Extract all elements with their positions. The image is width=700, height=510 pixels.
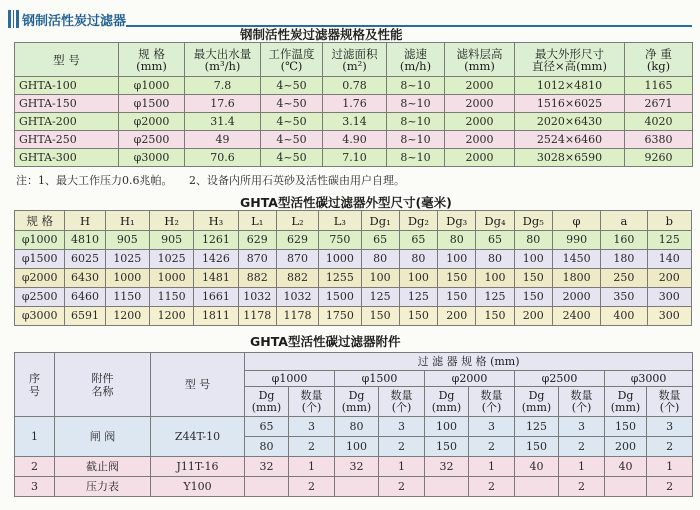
dim-cell: 200 — [438, 307, 476, 326]
dim-cell: 160 — [601, 231, 647, 250]
acc-value-cell: 100 — [425, 417, 469, 437]
dim-cell: 1025 — [105, 250, 149, 269]
spec-col-header-line2: (m³/h) — [204, 58, 241, 73]
acc-qty-unit: (个) — [391, 400, 412, 414]
acc-value-cell: 1 — [559, 457, 605, 477]
spec-cell: GHTA-200 — [15, 113, 119, 131]
spec-col-header-line2: (m/h) — [399, 58, 432, 73]
dim-cell: 6591 — [65, 307, 105, 326]
dim-cell: 200 — [514, 307, 552, 326]
dim-cell: φ2000 — [15, 269, 65, 288]
dim-col-header: H₃ — [194, 211, 238, 231]
dim-cell: 150 — [514, 288, 552, 307]
spec-table — [14, 42, 693, 167]
dim-cell: 1750 — [319, 307, 361, 326]
acc-dg-header — [245, 387, 289, 417]
dim-cell: 1811 — [194, 307, 238, 326]
spec-col-header — [15, 43, 119, 77]
acc-value-cell — [335, 477, 379, 497]
spec-cell: GHTA-250 — [15, 131, 119, 149]
spec-col-header — [515, 43, 625, 77]
acc-value-cell: 150 — [605, 417, 647, 437]
dim-cell: 1178 — [276, 307, 318, 326]
dim-col-header: 规 格 — [15, 211, 65, 231]
acc-value-cell: 1 — [647, 457, 693, 477]
spec-cell: 4~50 — [261, 77, 323, 95]
acc-seq-cell: 3 — [15, 477, 55, 497]
spec-col-header-line1: 工作温度 — [268, 46, 315, 61]
acc-qty-unit: (个) — [659, 400, 680, 414]
acc-value-cell: 32 — [425, 457, 469, 477]
acc-value-cell: 2 — [647, 437, 693, 457]
dim-cell: 905 — [149, 231, 193, 250]
spec-cell: 1165 — [625, 77, 693, 95]
spec-cell: 8~10 — [387, 95, 445, 113]
spec-cell: 8~10 — [387, 77, 445, 95]
dim-cell: 882 — [238, 269, 276, 288]
acc-dg-unit: (mm) — [521, 400, 552, 414]
acc-head-name — [55, 353, 151, 417]
dim-cell: 100 — [399, 269, 437, 288]
spec-col-header — [625, 43, 693, 77]
acc-size-header: φ2500 — [515, 371, 605, 387]
dim-cell: φ2500 — [15, 288, 65, 307]
acc-value-cell — [245, 477, 289, 497]
acc-value-cell: 2 — [289, 437, 335, 457]
spec-cell: 2000 — [445, 113, 515, 131]
spec-cell: 8~10 — [387, 113, 445, 131]
acc-dg-label: Dg — [617, 388, 634, 402]
acc-name-cell: 压力表 — [55, 477, 151, 497]
dim-cell: 65 — [361, 231, 399, 250]
acc-row — [15, 457, 693, 477]
spec-cell: 4~50 — [261, 149, 323, 167]
dim-cell: φ1000 — [15, 231, 65, 250]
acc-qty-unit: (个) — [481, 400, 502, 414]
acc-value-cell: 2 — [379, 437, 425, 457]
dim-col-header: Dg₄ — [476, 211, 514, 231]
acc-value-cell: 32 — [245, 457, 289, 477]
acc-value-cell: 2 — [379, 477, 425, 497]
dim-cell: 80 — [399, 250, 437, 269]
dim-table-title: GHTA型活性碳过滤器外型尺寸(毫米) — [240, 195, 452, 210]
dim-col-header: Dg₅ — [514, 211, 552, 231]
dim-cell: 200 — [647, 269, 691, 288]
spec-col-header-line1: 净 重 — [645, 46, 672, 61]
dim-cell: 150 — [476, 307, 514, 326]
dim-row — [15, 307, 692, 326]
dim-cell: 6430 — [65, 269, 105, 288]
spec-cell: GHTA-150 — [15, 95, 119, 113]
acc-dg-label: Dg — [528, 388, 545, 402]
dim-cell: 1661 — [194, 288, 238, 307]
spec-col-header-line1: 最大外形尺寸 — [535, 46, 604, 61]
acc-value-cell: 1 — [469, 457, 515, 477]
dim-col-header: H₂ — [149, 211, 193, 231]
acc-dg-header — [605, 387, 647, 417]
dim-cell: 125 — [647, 231, 691, 250]
acc-dg-label: Dg — [348, 388, 365, 402]
dim-cell: 1000 — [319, 250, 361, 269]
spec-col-header-line1: 滤速 — [404, 46, 427, 61]
dim-cell: 1450 — [552, 250, 600, 269]
acc-model-cell: J11T-16 — [151, 457, 245, 477]
dim-col-header: L₁ — [238, 211, 276, 231]
header-marks — [8, 10, 19, 28]
dim-cell: 6460 — [65, 288, 105, 307]
spec-cell: 4~50 — [261, 95, 323, 113]
dim-cell: 150 — [438, 269, 476, 288]
acc-value-cell: 125 — [515, 417, 559, 437]
spec-cell: 31.4 — [185, 113, 261, 131]
dim-cell: 750 — [319, 231, 361, 250]
acc-qty-header — [559, 387, 605, 417]
acc-value-cell: 100 — [335, 437, 379, 457]
dim-cell: 250 — [601, 269, 647, 288]
acc-qty-label: 数量 — [570, 388, 593, 402]
acc-dg-unit: (mm) — [251, 400, 282, 414]
dim-col-header: Dg₃ — [438, 211, 476, 231]
spec-row — [15, 131, 693, 149]
acc-dg-header — [515, 387, 559, 417]
acc-dg-unit: (mm) — [341, 400, 372, 414]
acc-qty-label: 数量 — [390, 388, 413, 402]
spec-cell: 1.76 — [323, 95, 387, 113]
dim-cell: 1426 — [194, 250, 238, 269]
acc-head-seq — [15, 353, 55, 417]
spec-cell: 4.90 — [323, 131, 387, 149]
spec-cell: 7.10 — [323, 149, 387, 167]
spec-cell: 4~50 — [261, 131, 323, 149]
dim-cell: 65 — [399, 231, 437, 250]
spec-row — [15, 149, 693, 167]
dim-col-header: φ — [552, 211, 600, 231]
acc-value-cell: 40 — [515, 457, 559, 477]
acc-value-cell: 32 — [335, 457, 379, 477]
acc-row — [15, 477, 693, 497]
acc-value-cell: 2 — [289, 477, 335, 497]
spec-cell: 8~10 — [387, 149, 445, 167]
header-title: 钢制活性炭过滤器 — [22, 14, 127, 29]
acc-head-spec: 过 滤 器 规 格 (mm) — [245, 353, 693, 371]
dim-cell: 870 — [238, 250, 276, 269]
acc-head-model: 型 号 — [151, 353, 245, 417]
spec-col-header — [445, 43, 515, 77]
acc-value-cell — [515, 477, 559, 497]
acc-table — [14, 352, 693, 497]
dim-cell: 100 — [476, 269, 514, 288]
dim-cell: 1000 — [149, 269, 193, 288]
spec-cell: 1012×4810 — [515, 77, 625, 95]
dim-cell: 2400 — [552, 307, 600, 326]
acc-value-cell: 3 — [469, 417, 515, 437]
dim-cell: 150 — [438, 288, 476, 307]
dim-cell: 180 — [601, 250, 647, 269]
spec-col-header-line2: (mm) — [464, 58, 495, 73]
dim-cell: 125 — [361, 288, 399, 307]
acc-value-cell: 1 — [379, 457, 425, 477]
dim-cell: 1032 — [238, 288, 276, 307]
spec-cell: 6380 — [625, 131, 693, 149]
acc-value-cell: 65 — [245, 417, 289, 437]
dim-col-header: a — [601, 211, 647, 231]
acc-qty-label: 数量 — [480, 388, 503, 402]
acc-model-cell: Z44T-10 — [151, 417, 245, 457]
acc-value-cell: 2 — [559, 437, 605, 457]
spec-cell: 2020×6430 — [515, 113, 625, 131]
spec-cell: 3.14 — [323, 113, 387, 131]
spec-col-header — [261, 43, 323, 77]
acc-row — [15, 417, 693, 437]
spec-cell: φ3000 — [119, 149, 185, 167]
dim-cell: 1800 — [552, 269, 600, 288]
acc-dg-header — [335, 387, 379, 417]
dim-cell: 100 — [361, 269, 399, 288]
dim-cell: 2000 — [552, 288, 600, 307]
dim-cell: 125 — [399, 288, 437, 307]
header-rule — [126, 25, 692, 27]
spec-col-header-line1: 过滤面积 — [331, 46, 378, 61]
dim-table — [14, 210, 692, 326]
dim-cell: 4810 — [65, 231, 105, 250]
acc-qty-header — [469, 387, 515, 417]
acc-dg-header — [425, 387, 469, 417]
acc-size-header: φ1000 — [245, 371, 335, 387]
acc-qty-label: 数量 — [658, 388, 681, 402]
spec-note: 注：1、最大工作压力0.6兆帕。 2、设备内所用石英砂及活性碳由用户自理。 — [16, 174, 405, 187]
spec-cell: φ2000 — [119, 113, 185, 131]
acc-name-cell: 截止阀 — [55, 457, 151, 477]
acc-head-name-label: 附件名称 — [91, 371, 114, 398]
dim-row — [15, 269, 692, 288]
dim-cell: 400 — [601, 307, 647, 326]
dim-cell: 80 — [361, 250, 399, 269]
dim-cell: 1025 — [149, 250, 193, 269]
dim-cell: 870 — [276, 250, 318, 269]
acc-value-cell: 2 — [469, 477, 515, 497]
acc-value-cell: 150 — [515, 437, 559, 457]
acc-seq-cell: 2 — [15, 457, 55, 477]
spec-cell: 2524×6460 — [515, 131, 625, 149]
spec-row — [15, 95, 693, 113]
spec-col-header-line2: 直径×高(mm) — [532, 58, 607, 73]
dim-col-header: L₃ — [319, 211, 361, 231]
dim-cell: 882 — [276, 269, 318, 288]
dim-cell: 80 — [438, 231, 476, 250]
spec-col-header-line2: (mm) — [136, 58, 167, 73]
acc-value-cell: 3 — [289, 417, 335, 437]
acc-qty-unit: (个) — [571, 400, 592, 414]
spec-col-header — [323, 43, 387, 77]
dim-row — [15, 288, 692, 307]
spec-cell: φ1000 — [119, 77, 185, 95]
spec-table-title: 钢制活性炭过滤器规格及性能 — [240, 27, 403, 42]
spec-cell: 2000 — [445, 77, 515, 95]
dim-cell: 100 — [438, 250, 476, 269]
dim-cell: 1150 — [149, 288, 193, 307]
spec-cell: 4020 — [625, 113, 693, 131]
acc-qty-header — [379, 387, 425, 417]
acc-value-cell: 80 — [335, 417, 379, 437]
dim-cell: 150 — [399, 307, 437, 326]
spec-cell: 70.6 — [185, 149, 261, 167]
acc-size-header: φ2000 — [425, 371, 515, 387]
acc-value-cell: 1 — [289, 457, 335, 477]
dim-cell: 150 — [514, 269, 552, 288]
acc-head-seq-label: 序号 — [29, 371, 40, 398]
spec-cell: GHTA-300 — [15, 149, 119, 167]
spec-col-header — [119, 43, 185, 77]
acc-value-cell: 80 — [245, 437, 289, 457]
dim-cell: 990 — [552, 231, 600, 250]
spec-cell: 7.8 — [185, 77, 261, 95]
dim-cell: 905 — [105, 231, 149, 250]
dim-cell: 1255 — [319, 269, 361, 288]
spec-col-header-line1: 型 号 — [53, 52, 80, 67]
dim-cell: 150 — [361, 307, 399, 326]
dim-cell: 6025 — [65, 250, 105, 269]
spec-row — [15, 113, 693, 131]
dim-col-header: L₂ — [276, 211, 318, 231]
spec-cell: 9260 — [625, 149, 693, 167]
dim-row — [15, 231, 692, 250]
dim-cell: 1200 — [149, 307, 193, 326]
spec-cell: 2000 — [445, 149, 515, 167]
acc-value-cell — [605, 477, 647, 497]
acc-value-cell — [425, 477, 469, 497]
dim-cell: 140 — [647, 250, 691, 269]
acc-model-cell: Y100 — [151, 477, 245, 497]
dim-cell: φ3000 — [15, 307, 65, 326]
acc-value-cell: 2 — [469, 437, 515, 457]
dim-col-header: Dg₁ — [361, 211, 399, 231]
dim-row — [15, 250, 692, 269]
spec-col-header-line1: 滤料层高 — [456, 46, 503, 61]
spec-col-header — [387, 43, 445, 77]
acc-qty-unit: (个) — [301, 400, 322, 414]
acc-size-header: φ1500 — [335, 371, 425, 387]
spec-col-header-line1: 规 格 — [138, 46, 165, 61]
dim-cell: 65 — [476, 231, 514, 250]
spec-col-header-line2: (℃) — [280, 58, 303, 73]
acc-dg-unit: (mm) — [431, 400, 462, 414]
spec-col-header-line2: (kg) — [646, 58, 671, 73]
dim-cell: 1200 — [105, 307, 149, 326]
acc-seq-cell: 1 — [15, 417, 55, 457]
acc-dg-unit: (mm) — [610, 400, 641, 414]
spec-cell: 3028×6590 — [515, 149, 625, 167]
spec-col-header — [185, 43, 261, 77]
acc-size-header: φ3000 — [605, 371, 693, 387]
dim-cell: 80 — [476, 250, 514, 269]
spec-cell: 17.6 — [185, 95, 261, 113]
spec-cell: 8~10 — [387, 131, 445, 149]
acc-value-cell: 200 — [605, 437, 647, 457]
dim-cell: 1178 — [238, 307, 276, 326]
dim-col-header: Dg₂ — [399, 211, 437, 231]
spec-cell: φ2500 — [119, 131, 185, 149]
acc-value-cell: 150 — [425, 437, 469, 457]
spec-cell: 2000 — [445, 131, 515, 149]
spec-row — [15, 77, 693, 95]
dim-cell: 80 — [514, 231, 552, 250]
dim-cell: 350 — [601, 288, 647, 307]
dim-cell: 629 — [276, 231, 318, 250]
spec-cell: 0.78 — [323, 77, 387, 95]
spec-cell: 2671 — [625, 95, 693, 113]
dim-col-header: H₁ — [105, 211, 149, 231]
dim-cell: 1032 — [276, 288, 318, 307]
acc-qty-header — [289, 387, 335, 417]
spec-cell: 1516×6025 — [515, 95, 625, 113]
dim-cell: 1261 — [194, 231, 238, 250]
spec-col-header-line1: 最大出水量 — [193, 46, 252, 61]
spec-col-header-line2: (m²) — [342, 58, 367, 73]
acc-value-cell: 40 — [605, 457, 647, 477]
dim-cell: 1481 — [194, 269, 238, 288]
acc-value-cell: 3 — [559, 417, 605, 437]
acc-value-cell: 2 — [559, 477, 605, 497]
dim-cell: φ1500 — [15, 250, 65, 269]
acc-qty-header — [647, 387, 693, 417]
dim-cell: 1000 — [105, 269, 149, 288]
dim-col-header: b — [647, 211, 691, 231]
dim-col-header: H — [65, 211, 105, 231]
acc-dg-label: Dg — [258, 388, 275, 402]
dim-cell: 125 — [476, 288, 514, 307]
acc-name-cell: 闸 阀 — [55, 417, 151, 457]
dim-cell: 1500 — [319, 288, 361, 307]
spec-cell: 2000 — [445, 95, 515, 113]
spec-cell: GHTA-100 — [15, 77, 119, 95]
acc-qty-label: 数量 — [300, 388, 323, 402]
spec-cell: 49 — [185, 131, 261, 149]
acc-dg-label: Dg — [438, 388, 455, 402]
spec-cell: φ1500 — [119, 95, 185, 113]
acc-value-cell: 2 — [647, 477, 693, 497]
dim-cell: 1150 — [105, 288, 149, 307]
acc-value-cell: 3 — [647, 417, 693, 437]
dim-cell: 300 — [647, 307, 691, 326]
spec-cell: 4~50 — [261, 113, 323, 131]
dim-cell: 100 — [514, 250, 552, 269]
dim-cell: 629 — [238, 231, 276, 250]
acc-table-title: GHTA型活性碳过滤器附件 — [250, 334, 401, 349]
dim-cell: 300 — [647, 288, 691, 307]
acc-value-cell: 3 — [379, 417, 425, 437]
